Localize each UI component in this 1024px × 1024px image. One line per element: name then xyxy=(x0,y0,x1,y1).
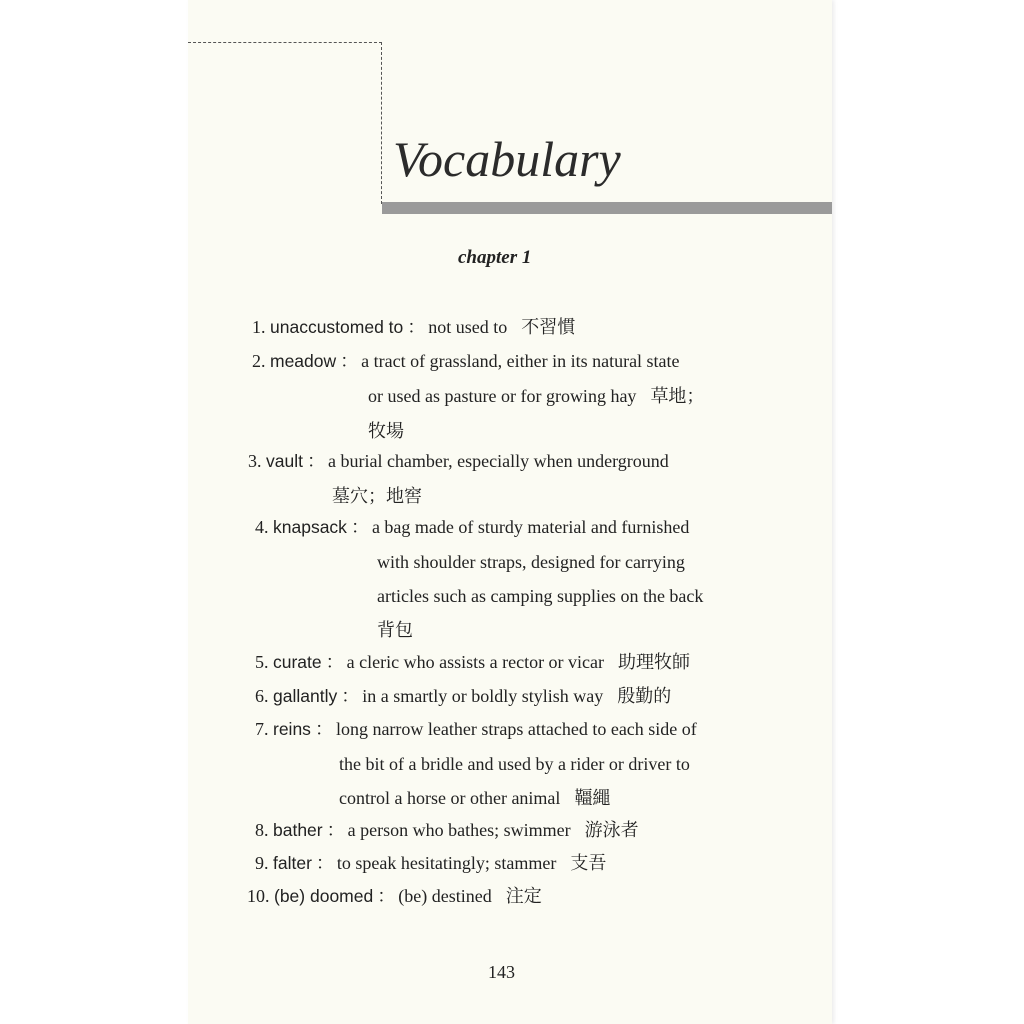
page-number: 143 xyxy=(488,962,515,982)
entry-definition: not used to xyxy=(428,317,508,337)
entry-chinese: 助理牧師 xyxy=(618,652,691,673)
entry-definition: articles such as camping supplies on the back xyxy=(377,586,704,606)
entry-term: falter xyxy=(273,853,312,873)
dashed-frame-top xyxy=(188,42,382,43)
vocab-entry-3: 3. vault ： a burial chamber, especially when underground 墓穴；地窖 xyxy=(248,451,669,507)
entry-term: meadow xyxy=(270,351,337,371)
entry-definition: long narrow leather straps attached to each side of xyxy=(335,719,697,739)
entry-definition: with shoulder straps, designed for carrying xyxy=(377,552,685,572)
entry-number: 2. xyxy=(252,351,266,371)
entry-term: unaccustomed to xyxy=(270,317,404,337)
entry-definition: a burial chamber, especially when underground xyxy=(327,451,669,471)
dashed-frame-side xyxy=(381,42,382,204)
entry-definition: or used as pasture or for growing hay xyxy=(368,386,637,406)
entry-definition: to speak hesitatingly; stammer xyxy=(336,853,557,873)
entry-definition: the bit of a bridle and used by a rider or driver to xyxy=(339,754,690,774)
vocab-entry-1: 1. unaccustomed to ： not used to 不習慣 xyxy=(252,317,576,338)
entry-chinese: 支吾 xyxy=(570,853,607,874)
entry-chinese: 背包 xyxy=(377,620,413,641)
page-title: Vocabulary xyxy=(393,131,621,187)
entry-definition: (be) destined xyxy=(398,886,492,906)
entry-definition: a bag made of sturdy material and furnished xyxy=(371,517,690,537)
vocab-entry-10: 10. (be) doomed ： (be) destined 注定 xyxy=(247,886,542,907)
entry-chinese: 注定 xyxy=(505,886,542,907)
entry-number: 4. xyxy=(255,517,269,537)
title-underline-bar xyxy=(382,202,832,214)
entry-number: 3. xyxy=(248,451,262,471)
entry-term: vault xyxy=(266,451,303,471)
entry-definition: a person who bathes; swimmer xyxy=(347,820,571,840)
vocab-entry-6: 6. gallantly ： in a smartly or boldly stylish way 殷勤的 xyxy=(255,686,672,707)
entry-term: gallantly xyxy=(273,686,338,706)
entry-number: 7. xyxy=(255,719,269,739)
entry-chinese: 韁繩 xyxy=(574,788,611,809)
entry-chinese: 墓穴；地窖 xyxy=(332,486,422,507)
entry-definition: a tract of grassland, either in its natural state xyxy=(361,351,680,371)
vocab-entry-5: 5. curate ： a cleric who assists a rector or vicar 助理牧師 xyxy=(255,652,691,673)
entry-number: 10. xyxy=(247,886,270,906)
entry-term: curate xyxy=(273,652,322,672)
entry-definition: a cleric who assists a rector or vicar xyxy=(346,652,605,672)
entry-term: bather xyxy=(273,820,323,840)
vocab-entry-9: 9. falter ： to speak hesitatingly; stammer 支吾 xyxy=(255,853,607,874)
entry-chinese: 殷勤的 xyxy=(617,686,672,707)
entry-term: knapsack xyxy=(273,517,347,537)
entry-number: 5. xyxy=(255,652,269,672)
entry-chinese: 牧場 xyxy=(368,421,404,442)
entry-definition: in a smartly or boldly stylish way xyxy=(362,686,604,706)
entry-definition: control a horse or other animal xyxy=(339,788,561,808)
vocab-entry-2: 2. meadow ： a tract of grassland, either in its natural state or used as pasture or for growing hay 草地； 牧場 xyxy=(252,351,705,442)
entry-term: (be) doomed xyxy=(274,886,374,906)
entry-chinese: 草地； xyxy=(650,386,705,407)
entry-number: 1. xyxy=(252,317,266,337)
entry-number: 8. xyxy=(255,820,269,840)
chapter-subtitle: chapter 1 xyxy=(458,247,532,268)
entry-number: 9. xyxy=(255,853,269,873)
entry-number: 6. xyxy=(255,686,269,706)
vocab-entry-4: 4. knapsack ： a bag made of sturdy material and furnished with shoulder straps, designed for carrying articles such as camping supplies on the back 背包 xyxy=(255,517,704,641)
entry-term: reins xyxy=(273,719,311,739)
vocab-entry-8: 8. bather ： a person who bathes; swimmer 游泳者 xyxy=(255,820,639,841)
vocab-entry-7: 7. reins ： long narrow leather straps attached to each side of the bit of a bridle and used by a rider or driver to control a horse or other animal 韁繩 xyxy=(255,719,697,809)
entry-chinese: 游泳者 xyxy=(584,820,639,841)
entry-chinese: 不習慣 xyxy=(521,317,576,338)
